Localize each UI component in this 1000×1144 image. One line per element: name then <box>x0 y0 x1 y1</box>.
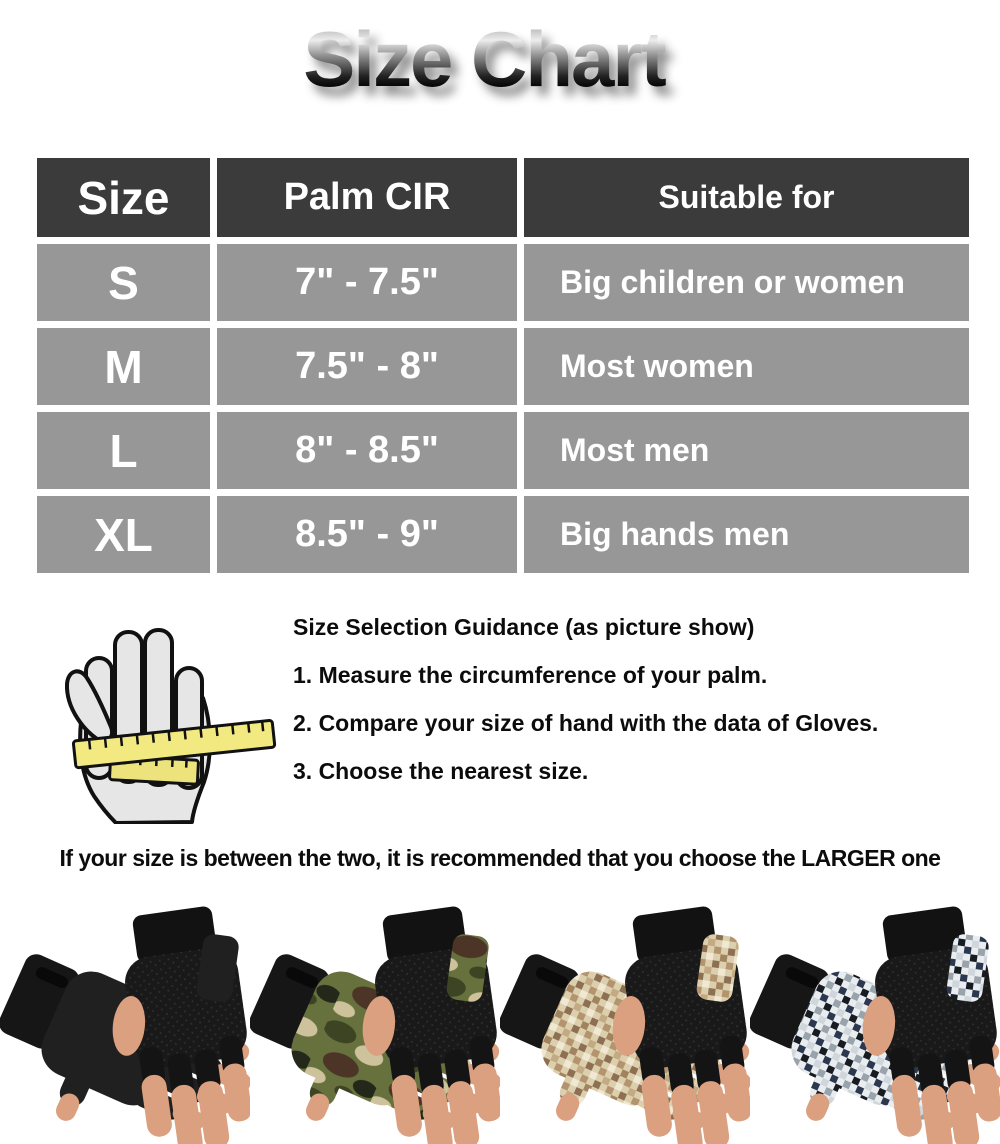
table-cell-palm-s: 7" - 7.5" <box>217 244 517 321</box>
guidance-step-2: 2. Compare your size of hand with the data of Gloves. <box>293 710 879 736</box>
table-cell-suitable-l: Most men <box>524 412 969 489</box>
column-header-palm-cir: Palm CIR <box>217 158 517 237</box>
glove-photo-desert-camo <box>500 890 750 1144</box>
table-cell-palm-l: 8" - 8.5" <box>217 412 517 489</box>
table-cell-size-s: S <box>37 244 210 321</box>
table-cell-palm-xl: 8.5" - 9" <box>217 496 517 573</box>
glove-photo-green-camo <box>250 890 500 1144</box>
guidance-heading: Size Selection Guidance (as picture show) <box>293 614 755 640</box>
glove-photos-row <box>0 890 1000 1144</box>
column-header-size: Size <box>37 158 210 237</box>
table-cell-size-xl: XL <box>37 496 210 573</box>
table-cell-suitable-xl: Big hands men <box>524 496 969 573</box>
page-title: Size Chart <box>0 20 1000 98</box>
table-cell-size-l: L <box>37 412 210 489</box>
guidance-step-1: 1. Measure the circumference of your palm. <box>293 662 768 688</box>
recommendation-note: If your size is between the two, it is recommended that you choose the LARGER one <box>59 845 941 871</box>
hand-measurement-illustration <box>40 592 280 824</box>
table-cell-suitable-s: Big children or women <box>524 244 969 321</box>
size-table <box>37 158 969 573</box>
guidance-step-3: 3. Choose the nearest size. <box>293 758 589 784</box>
table-cell-palm-m: 7.5" - 8" <box>217 328 517 405</box>
table-cell-suitable-m: Most women <box>524 328 969 405</box>
table-cell-size-m: M <box>37 328 210 405</box>
glove-photo-black <box>0 890 250 1144</box>
column-header-suitable-for: Suitable for <box>524 158 969 237</box>
glove-photo-urban-camo <box>750 890 1000 1144</box>
size-selection-guidance <box>293 614 983 806</box>
